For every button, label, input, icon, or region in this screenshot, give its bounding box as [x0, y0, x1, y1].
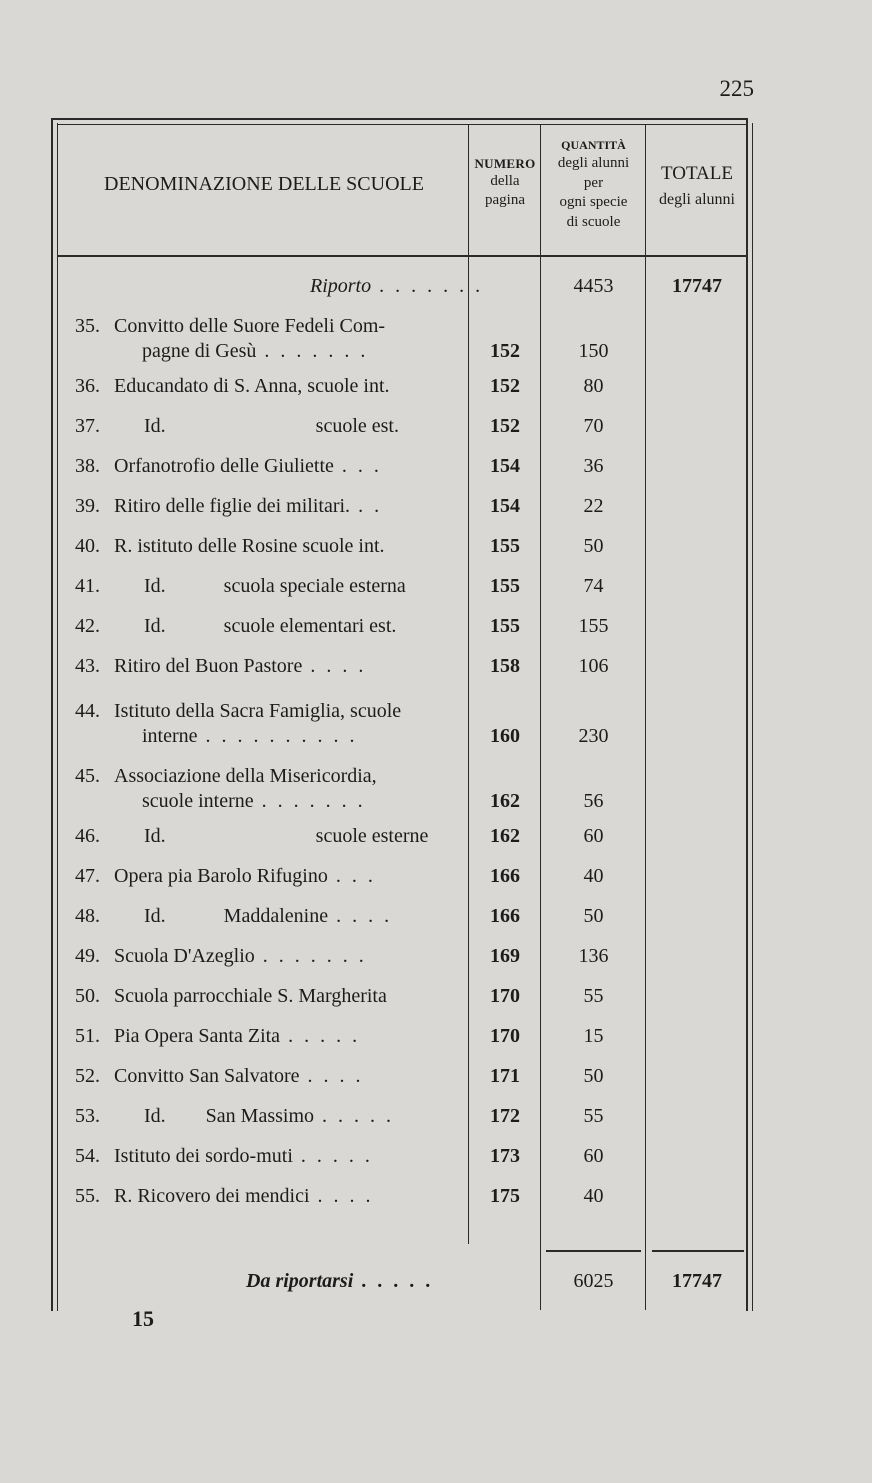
school-name-cell [60, 415, 466, 438]
quantity-cell: 60 [583, 1145, 604, 1167]
school-name-cell [60, 535, 466, 558]
page-number-cell: 175 [490, 1185, 520, 1207]
school-name-continuation [142, 790, 366, 813]
quantity-cell: 40 [583, 1185, 604, 1207]
row-number: 40. [75, 535, 100, 557]
page-number-cell: 158 [490, 655, 520, 677]
school-name: Istituto della Sacra Famiglia, scuole [114, 700, 402, 722]
school-name: Pia Opera Santa Zita [114, 1025, 281, 1047]
quantity-cell: 50 [583, 1065, 604, 1087]
page-number-cell: 155 [490, 575, 520, 597]
school-name-cell [60, 905, 466, 928]
row-number: 37. [75, 415, 100, 437]
riporto-label-text: Riporto [310, 275, 372, 297]
school-name: scuole elementari est. [223, 615, 397, 637]
page-number-cell: 155 [490, 535, 520, 557]
dot-leader: . . . . . [314, 1105, 395, 1127]
quantity-cell: 40 [583, 865, 604, 887]
quantity-cell: 36 [583, 455, 604, 477]
quantity-cell: 136 [578, 945, 609, 967]
dot-leader: . . . . . . . [371, 275, 484, 297]
school-name-cell [60, 825, 466, 848]
row-number: 35. [75, 315, 100, 337]
ibidem-mark: Id. [144, 575, 166, 597]
row-number: 54. [75, 1145, 100, 1167]
header-quantita-title: QUANTITÀ [561, 138, 626, 152]
school-name: Scuola D'Azeglio [114, 945, 255, 967]
school-name: Orfanotrofio delle Giuliette [114, 455, 334, 477]
page-number-cell: 152 [490, 375, 520, 397]
school-name-cell [60, 1105, 466, 1128]
sum-rule [652, 1250, 744, 1252]
sum-rule [546, 1250, 641, 1252]
quantity-cell: 74 [583, 575, 604, 597]
dot-leader: . . . . . [353, 1270, 434, 1292]
school-name: Maddalenine [223, 905, 329, 927]
total-totale: 17747 [672, 1270, 722, 1292]
dot-leader: . . . . [302, 655, 367, 677]
quantity-cell: 50 [583, 905, 604, 927]
dot-leader: . . . . . . . [256, 340, 369, 362]
header-quantita-line: di scuole [566, 214, 621, 231]
school-name-cell [60, 700, 466, 723]
column-rule [540, 124, 541, 1310]
quantity-cell: 60 [583, 825, 604, 847]
quantity-cell: 55 [583, 1105, 604, 1127]
header-numero [470, 156, 540, 210]
page-number-cell: 162 [490, 825, 520, 847]
school-name: scuola speciale esterna [223, 575, 406, 597]
school-name-cell [60, 1025, 466, 1048]
school-name: Ritiro del Buon Pastore [114, 655, 303, 677]
row-number: 55. [75, 1185, 100, 1207]
page-number-cell: 166 [490, 905, 520, 927]
dot-leader: . . . . . [280, 1025, 361, 1047]
row-number: 41. [75, 575, 100, 597]
school-name: Scuola parrocchiale S. Margherita [114, 985, 387, 1007]
header-denominazione: DENOMINAZIONE DELLE SCUOLE [104, 173, 424, 195]
quantity-cell: 56 [583, 790, 604, 812]
school-name-cell [60, 315, 466, 338]
school-name-cell [60, 1145, 466, 1168]
total-quantita: 6025 [573, 1270, 614, 1292]
column-rule [645, 124, 646, 1310]
row-number: 42. [75, 615, 100, 637]
school-name-continuation-text: pagne di Gesù [142, 340, 257, 362]
dot-leader: . . [350, 495, 383, 517]
page-number-cell: 170 [490, 1025, 520, 1047]
row-number: 46. [75, 825, 100, 847]
quantity-cell: 80 [583, 375, 604, 397]
header-totale [647, 160, 747, 211]
page-number: 225 [719, 76, 754, 101]
school-name-continuation-text: scuole interne [142, 790, 254, 812]
row-number: 38. [75, 455, 100, 477]
school-name-cell [60, 1185, 466, 1208]
row-number: 48. [75, 905, 100, 927]
riporto-label [310, 275, 483, 298]
ibidem-mark: Id. [144, 1105, 166, 1127]
dot-leader: . . . . [328, 905, 393, 927]
row-number: 51. [75, 1025, 100, 1047]
row-number: 44. [75, 700, 100, 722]
row-number: 43. [75, 655, 100, 677]
page-number-cell: 154 [490, 455, 520, 477]
ibidem-mark: Id. [144, 415, 166, 437]
school-name-continuation [142, 725, 358, 748]
quantity-cell: 55 [583, 985, 604, 1007]
riporto-totale: 17747 [672, 275, 722, 297]
header-totale-line: degli alunni [659, 190, 735, 208]
school-name-cell [60, 945, 466, 968]
page-number-cell: 154 [490, 495, 520, 517]
school-name: Convitto San Salvatore [114, 1065, 300, 1087]
quantity-cell: 22 [583, 495, 604, 517]
total-label [246, 1270, 433, 1293]
frame-rule [57, 123, 58, 1311]
frame-rule [51, 118, 748, 120]
page-number-cell: 152 [490, 415, 520, 437]
row-number: 45. [75, 765, 100, 787]
dot-leader: . . . . . . . . . . [197, 725, 358, 747]
school-name: Opera pia Barolo Rifugino [114, 865, 328, 887]
school-name-cell [60, 615, 466, 638]
page-number-cell: 152 [490, 340, 520, 362]
header-numero-title: NUMERO [474, 156, 536, 171]
row-number: 47. [75, 865, 100, 887]
quantity-cell: 230 [578, 725, 609, 747]
dot-leader: . . . . . . . [253, 790, 366, 812]
frame-rule [752, 123, 753, 1311]
quantity-cell: 155 [578, 615, 609, 637]
header-quantita [542, 138, 645, 233]
dot-leader: . . . [327, 865, 376, 887]
dot-leader: . . . . . . . [254, 945, 367, 967]
school-name: scuole est. [315, 415, 399, 437]
total-label-text: Da riportarsi [246, 1270, 354, 1292]
dot-leader: . . . . [299, 1065, 364, 1087]
ibidem-mark: Id. [144, 615, 166, 637]
school-name-cell [60, 575, 466, 598]
quantity-cell: 106 [578, 655, 609, 677]
school-name-cell [60, 765, 466, 788]
quantity-cell: 50 [583, 535, 604, 557]
school-name: Associazione della Misericordia, [114, 765, 377, 787]
school-name-continuation [142, 340, 368, 363]
school-name-cell [60, 655, 466, 678]
ibidem-mark: Id. [144, 825, 166, 847]
quantity-cell: 150 [578, 340, 609, 362]
row-number: 50. [75, 985, 100, 1007]
page-number-cell: 160 [490, 725, 520, 747]
ibidem-mark: Id. [144, 905, 166, 927]
page-number-cell: 172 [490, 1105, 520, 1127]
school-name: R. Ricovero dei mendici [114, 1185, 310, 1207]
dot-leader: . . . [333, 455, 382, 477]
page-number-cell: 162 [490, 790, 520, 812]
row-number: 49. [75, 945, 100, 967]
row-number: 39. [75, 495, 100, 517]
page-number-cell: 155 [490, 615, 520, 637]
school-name-cell [60, 455, 466, 478]
school-name-cell [60, 865, 466, 888]
header-quantita-line: degli alunni [557, 154, 630, 171]
school-name: Istituto dei sordo-muti [114, 1145, 293, 1167]
row-number: 52. [75, 1065, 100, 1087]
quantity-cell: 70 [583, 415, 604, 437]
page-number-cell: 166 [490, 865, 520, 887]
page-number-cell: 170 [490, 985, 520, 1007]
page-number-cell: 173 [490, 1145, 520, 1167]
signature-mark: 15 [132, 1306, 154, 1331]
page-number-cell: 171 [490, 1065, 520, 1087]
school-name: San Massimo [205, 1105, 315, 1127]
school-name-cell [60, 375, 466, 398]
row-number: 36. [75, 375, 100, 397]
school-name: scuole esterne [315, 825, 429, 847]
school-name-cell [60, 985, 466, 1008]
school-name: Convitto delle Suore Fedeli Com- [114, 315, 386, 337]
school-name: R. istituto delle Rosine scuole int. [114, 535, 385, 557]
school-name-cell [60, 1065, 466, 1088]
page-number-cell: 169 [490, 945, 520, 967]
school-name: Educandato di S. Anna, scuole int. [114, 375, 390, 397]
dot-leader: . . . . [309, 1185, 374, 1207]
row-number: 53. [75, 1105, 100, 1127]
school-name-continuation-text: interne [142, 725, 198, 747]
header-quantita-line: per [583, 174, 604, 191]
frame-rule [51, 119, 53, 1311]
header-quantita-line: ogni specie [559, 194, 628, 211]
dot-leader: . . . . . [292, 1145, 373, 1167]
riporto-quantita: 4453 [573, 275, 614, 297]
header-numero-line: pagina [485, 192, 525, 208]
header-rule [57, 255, 747, 257]
quantity-cell: 15 [583, 1025, 604, 1047]
header-numero-line: della [490, 173, 520, 190]
school-name: Ritiro delle figlie dei militari. [114, 495, 351, 517]
header-totale-title: TOTALE [660, 163, 733, 184]
school-name-cell [60, 495, 466, 518]
